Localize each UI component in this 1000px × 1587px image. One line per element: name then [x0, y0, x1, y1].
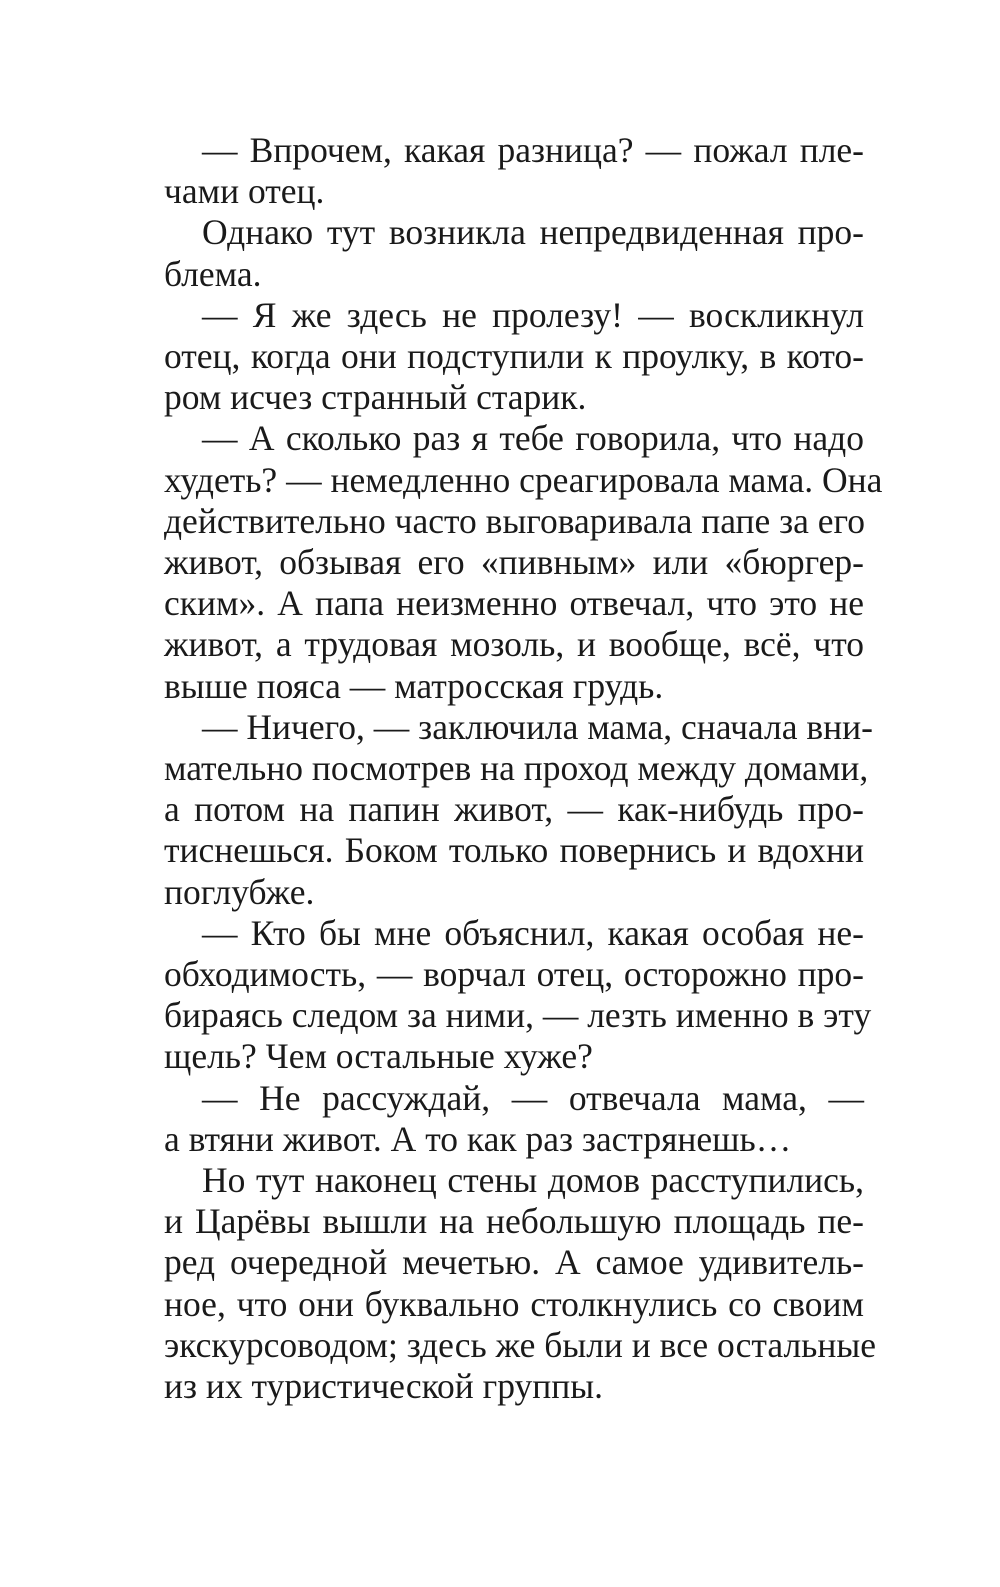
text-line: ром исчез странный старик.	[164, 377, 587, 418]
text-line: живот, обзывая его «пивным» или «бюргер-	[164, 542, 864, 583]
text-line: щель? Чем остальные хуже?	[164, 1036, 593, 1077]
text-line: — Впрочем, какая разница? — пожал пле-	[202, 130, 864, 170]
paragraph	[126, 706, 873, 913]
text-line: — А сколько раз я тебе говорила, что надо	[202, 418, 864, 459]
paragraph	[126, 418, 883, 706]
text-line: из их туристической группы.	[164, 1366, 603, 1407]
text-line: а втяни живот. А то как раз застрянешь…	[164, 1118, 792, 1159]
text-line: — Ничего, — заключила мама, сначала вни-	[202, 706, 873, 747]
text-line: бираясь следом за ними, — лезть именно в эту	[164, 995, 872, 1036]
text-line: чами отец.	[164, 171, 325, 212]
text-line: худеть? — немедленно среагировала мама. Она	[164, 459, 883, 500]
text-line: тиснешься. Боком только повернись и вдохни	[164, 830, 864, 871]
paragraph	[126, 1078, 864, 1160]
text-line: поглубже.	[164, 871, 315, 912]
text-line: мательно посмотрев на проход между домами,	[164, 748, 869, 789]
paragraph	[126, 912, 872, 1078]
text-line: обходимость, — ворчал отец, осторожно про-	[164, 954, 864, 995]
text-line: живот, а трудовая мозоль, и вообще, всё, что	[164, 624, 864, 665]
text-line: Однако тут возникла непредвиденная про-	[202, 212, 864, 253]
text-line: отец, когда они подступили к проулку, в кото-	[164, 336, 864, 377]
text-line: выше пояса — матросская грудь.	[164, 665, 664, 706]
paragraph	[126, 1160, 876, 1407]
text-line: — Кто бы мне объяснил, какая особая не-	[202, 912, 864, 953]
text-line: — Я же здесь не пролезу! — воскликнул	[202, 294, 864, 335]
paragraph	[126, 212, 864, 294]
text-line: и Царёвы вышли на небольшую площадь пе-	[164, 1201, 864, 1242]
text-line: блема.	[164, 253, 262, 294]
text-line: Но тут наконец стены домов расступились,	[202, 1160, 864, 1201]
paragraph	[126, 130, 864, 212]
text-line: ским». А папа неизменно отвечал, что это не	[164, 583, 864, 624]
paragraph	[126, 295, 864, 419]
text-line: — Не рассуждай, — отвечала мама, —	[202, 1077, 864, 1118]
text-line: действительно часто выговаривала папе за его	[164, 500, 865, 541]
text-line: экскурсоводом; здесь же были и все остальные	[164, 1324, 876, 1365]
text-line: а потом на папин живот, — как-нибудь про-	[164, 789, 864, 830]
text-line: ное, что они буквально столкнулись со своим	[164, 1283, 864, 1324]
page-text	[126, 130, 883, 1407]
text-line: ред очередной мечетью. А самое удивитель-	[164, 1242, 864, 1283]
